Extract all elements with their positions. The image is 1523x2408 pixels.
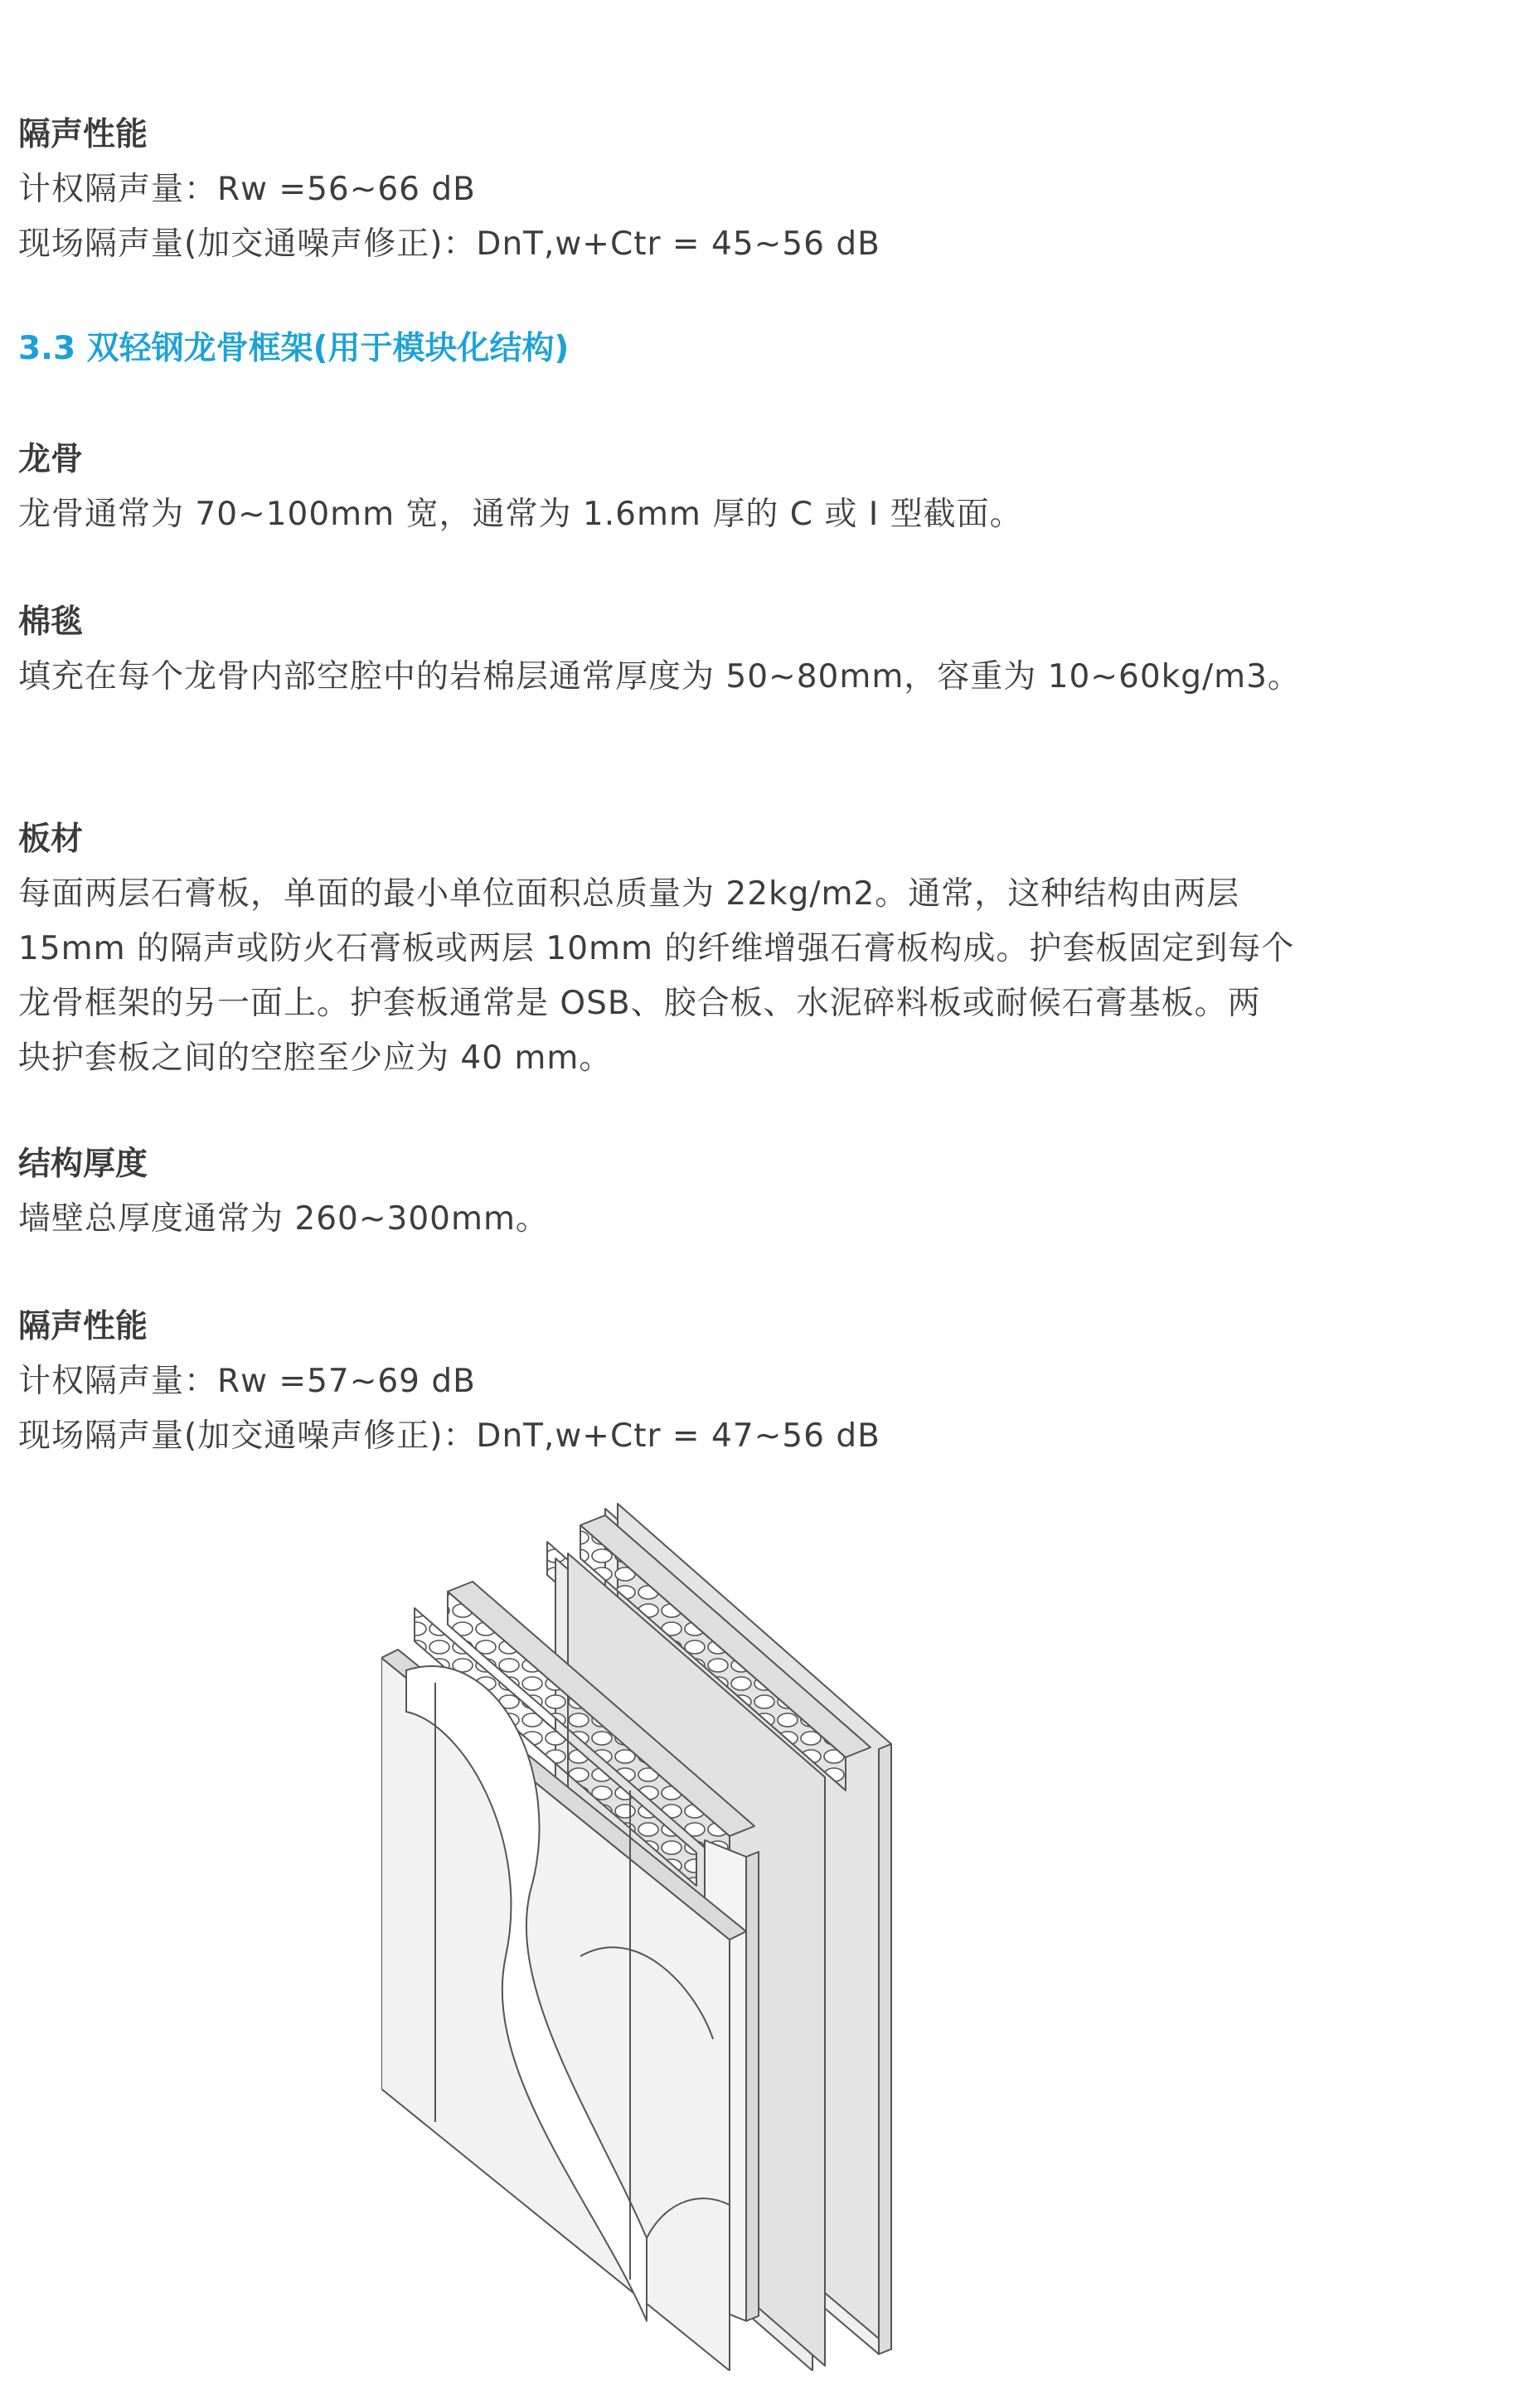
rw-line-bottom: 计权隔声量：Rw =57~69 dB [18, 1363, 476, 1400]
boards-line-4: 块护套板之间的空腔至少应为 40 mm。 [18, 1039, 613, 1077]
thickness-heading: 结构厚度 [18, 1146, 148, 1183]
wall-section-illustration [381, 1492, 1144, 2371]
studs-text: 龙骨通常为 70~100mm 宽，通常为 1.6mm 厚的 C 或 I 型截面。 [18, 496, 1023, 533]
acoustic-section-bottom [18, 1300, 1477, 1464]
blanket-text: 填充在每个龙骨内部空腔中的岩棉层通常厚度为 50~80mm，容重为 10~60kg/m3。 [18, 658, 1301, 695]
section-title: 3.3 双轻钢龙骨框架(用于模块化结构) [18, 330, 570, 367]
rw-line-top: 计权隔声量：Rw =56~66 dB [18, 171, 476, 208]
section-title-block [18, 322, 1477, 376]
acoustic-section-top [18, 108, 1477, 272]
blanket-section [18, 595, 1477, 705]
boards-section [18, 812, 1477, 1086]
dntw-line-top: 现场隔声量(加交通噪声修正)：DnT,w+Ctr = 45~56 dB [18, 225, 880, 263]
boards-line-2: 15mm 的隔声或防火石膏板或两层 10mm 的纤维增强石膏板构成。护套板固定到每个 [18, 930, 1295, 967]
wall-drawing-svg [381, 1492, 1144, 2371]
boards-line-1: 每面两层石膏板，单面的最小单位面积总质量为 22kg/m2。通常，这种结构由两层 [18, 875, 1240, 913]
acoustic-heading-bottom: 隔声性能 [18, 1308, 148, 1345]
acoustic-heading-top: 隔声性能 [18, 116, 148, 153]
boards-line-3: 龙骨框架的另一面上。护套板通常是 OSB、胶合板、水泥碎料板或耐候石膏基板。两 [18, 985, 1261, 1022]
studs-heading: 龙骨 [18, 441, 84, 478]
thickness-section [18, 1137, 1477, 1247]
dntw-line-bottom: 现场隔声量(加交通噪声修正)：DnT,w+Ctr = 47~56 dB [18, 1417, 880, 1455]
boards-heading: 板材 [18, 821, 84, 858]
blanket-heading: 棉毯 [18, 603, 84, 641]
studs-section [18, 433, 1477, 542]
thickness-text: 墙壁总厚度通常为 260~300mm。 [18, 1200, 549, 1238]
